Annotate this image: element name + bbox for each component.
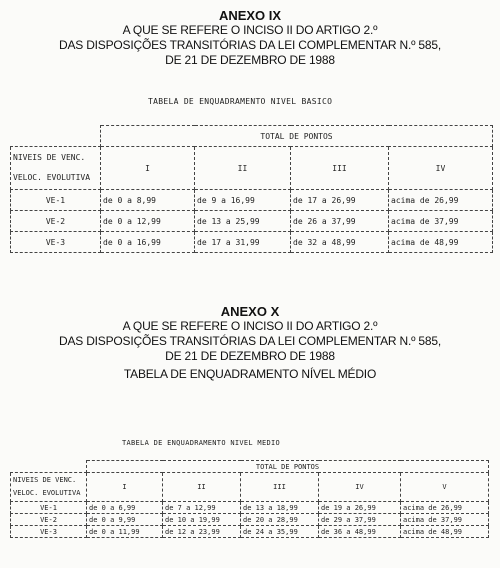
annex-x-table bbox=[10, 460, 489, 538]
row-header-line-1: NIVEIS DE VENC. bbox=[13, 153, 86, 162]
column-header: II bbox=[195, 147, 291, 190]
table-cell: de 20 a 28,99 bbox=[241, 514, 319, 526]
table-row bbox=[11, 190, 493, 211]
row-label: VE-2 bbox=[11, 514, 87, 526]
table-cell: de 0 a 16,99 bbox=[101, 232, 195, 253]
annex-x-subtitle: TABELA DE ENQUADRAMENTO NÍVEL MÉDIO bbox=[123, 367, 377, 381]
table-cell: de 29 a 37,99 bbox=[319, 514, 401, 526]
table-cell: de 12 a 23,99 bbox=[163, 526, 241, 538]
table-cell: acima de 26,99 bbox=[389, 190, 493, 211]
row-label: VE-1 bbox=[11, 502, 87, 514]
table-cell: acima de 48,99 bbox=[401, 526, 489, 538]
column-header: III bbox=[241, 473, 319, 502]
table-corner bbox=[11, 461, 87, 473]
table-cell: de 9 a 16,99 bbox=[195, 190, 291, 211]
column-header: I bbox=[87, 473, 163, 502]
row-label: VE-1 bbox=[11, 190, 101, 211]
table-cell: de 13 a 18,99 bbox=[241, 502, 319, 514]
table-row bbox=[11, 232, 493, 253]
table-row bbox=[11, 211, 493, 232]
column-header: II bbox=[163, 473, 241, 502]
total-points-header: TOTAL DE PONTOS bbox=[87, 461, 489, 473]
annex-ix-title: ANEXO IX bbox=[218, 8, 282, 23]
table-cell: acima de 37,99 bbox=[401, 514, 489, 526]
column-header: IV bbox=[389, 147, 493, 190]
table-row bbox=[11, 502, 489, 514]
table-cell: de 24 a 35,99 bbox=[241, 526, 319, 538]
column-header: V bbox=[401, 473, 489, 502]
annex-ix-line-3: DE 21 DE DEZEMBRO DE 1988 bbox=[165, 53, 335, 67]
row-label: VE-2 bbox=[11, 211, 101, 232]
table-cell: acima de 48,99 bbox=[389, 232, 493, 253]
table-cell: de 36 a 48,99 bbox=[319, 526, 401, 538]
table-cell: acima de 26,99 bbox=[401, 502, 489, 514]
annex-ix-heading bbox=[0, 8, 500, 68]
table-row bbox=[11, 526, 489, 538]
annex-x-line-1: A QUE SE REFERE O INCISO II DO ARTIGO 2.º bbox=[122, 319, 378, 333]
table-cell: de 0 a 9,99 bbox=[87, 514, 163, 526]
row-label: VE-3 bbox=[11, 232, 101, 253]
annex-x-line-2: DAS DISPOSIÇÕES TRANSITÓRIAS DA LEI COMPLEMENTAR N.º 585, bbox=[59, 334, 441, 348]
column-header: IV bbox=[319, 473, 401, 502]
table-cell: de 7 a 12,99 bbox=[163, 502, 241, 514]
table-cell: de 17 a 31,99 bbox=[195, 232, 291, 253]
table-cell: de 0 a 6,99 bbox=[87, 502, 163, 514]
column-header: I bbox=[101, 147, 195, 190]
annex-x-line-3: DE 21 DE DEZEMBRO DE 1988 bbox=[165, 349, 335, 363]
table-cell: de 10 a 19,99 bbox=[163, 514, 241, 526]
row-header bbox=[11, 147, 101, 190]
table-cell: de 0 a 11,99 bbox=[87, 526, 163, 538]
table-cell: de 17 a 26,99 bbox=[291, 190, 389, 211]
annex-ix-line-2: DAS DISPOSIÇÕES TRANSITÓRIAS DA LEI COMPLEMENTAR N.º 585, bbox=[59, 38, 441, 52]
table-row bbox=[11, 514, 489, 526]
annex-ix-table-caption: TABELA DE ENQUADRAMENTO NIVEL BASICO bbox=[148, 97, 333, 106]
table-cell: acima de 37,99 bbox=[389, 211, 493, 232]
table-corner bbox=[11, 126, 101, 147]
row-header-line-1: NIVEIS DE VENC. bbox=[13, 476, 77, 484]
row-label: VE-3 bbox=[11, 526, 87, 538]
annex-x-table-caption: TABELA DE ENQUADRAMENTO NIVEL MEDIO bbox=[122, 439, 281, 447]
annex-x-heading bbox=[0, 304, 500, 382]
table-cell: de 32 a 48,99 bbox=[291, 232, 389, 253]
table-cell: de 26 a 37,99 bbox=[291, 211, 389, 232]
column-header: III bbox=[291, 147, 389, 190]
table-cell: de 0 a 8,99 bbox=[101, 190, 195, 211]
row-header-line-2: VELOC. EVOLUTIVA bbox=[13, 173, 91, 182]
annex-ix-line-1: A QUE SE REFERE O INCISO II DO ARTIGO 2.º bbox=[122, 23, 378, 37]
table-cell: de 0 a 12,99 bbox=[101, 211, 195, 232]
table-cell: de 13 a 25,99 bbox=[195, 211, 291, 232]
annex-x-title: ANEXO X bbox=[220, 304, 280, 319]
row-header-line-2: VELOC. EVOLUTIVA bbox=[13, 489, 81, 497]
table-cell: de 19 a 26,99 bbox=[319, 502, 401, 514]
total-points-header: TOTAL DE PONTOS bbox=[101, 126, 493, 147]
annex-ix-table bbox=[10, 125, 493, 253]
row-header bbox=[11, 473, 87, 502]
